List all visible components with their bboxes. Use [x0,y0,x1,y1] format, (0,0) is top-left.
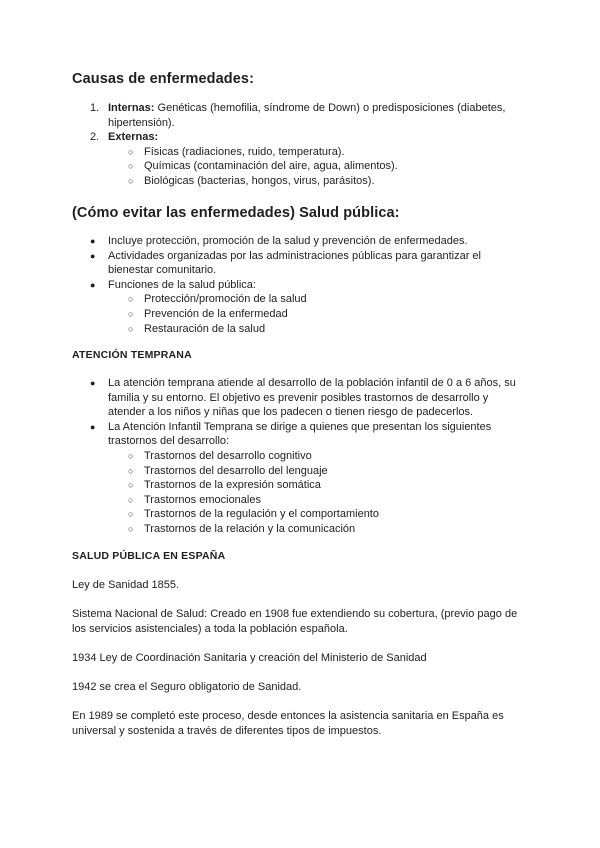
list-item: ○ Trastornos de la expresión somática [128,479,321,492]
circle-bullet-icon: ○ [128,175,134,186]
circle-bullet-icon: ○ [128,450,134,461]
circle-bullet-icon: ○ [128,323,134,334]
heading-causas: Causas de enfermedades: [72,71,255,87]
item-text: Genéticas (hemofilia, síndrome de Down) o predisposiciones (diabetes, hipertensión). [108,102,506,129]
bullet-icon: ● [90,378,96,388]
sublist-trastornos [128,449,520,537]
circle-bullet-icon: ○ [128,146,134,157]
bullet-icon: ● [90,236,96,246]
paragraph-1989: En 1989 se completó este proceso, desde entonces la asistencia sanitaria en España es universal y sostenida a través de diferentes tipos de impuestos. [72,710,504,737]
circle-bullet-icon: ○ [128,294,134,305]
list-causas [90,101,520,189]
circle-bullet-icon: ○ [128,523,134,534]
list-item: ● La Atención Infantil Temprana se dirige a quienes que presentan los siguientes trastornos del desarrollo: ○ Trastornos del desarrollo cognitivo ○ Trastornos del desarrollo del lenguaje ○ Trastornos de la expresión somática ○ Trastornos emocionales ○ Trastornos de la regulación y el comportamiento ○ Trastornos de la relación y la comunicación [90,420,520,537]
paragraph-1934: 1934 Ley de Coordinación Sanitaria y creación del Ministerio de Sanidad [72,652,427,664]
item-label: Externas: [108,131,159,144]
bullet-icon: ● [90,250,96,261]
list-item: ○ Trastornos de la regulación y el comportamiento [128,508,379,521]
list-number: 2. [90,131,100,144]
sublist-externas [128,145,520,189]
list-atencion [90,376,520,537]
sublist-funciones [128,292,520,336]
paragraph-1942: 1942 se crea el Seguro obligatorio de Sanidad. [72,681,302,693]
list-number: 1. [90,102,100,114]
list-item: ○ Físicas (radiaciones, ruido, temperatura). [128,145,345,158]
paragraph-ley-sanidad: Ley de Sanidad 1855. [72,579,180,591]
bullet-icon: ● [90,279,96,290]
circle-bullet-icon: ○ [128,308,134,319]
circle-bullet-icon: ○ [128,161,134,172]
list-item: ● Funciones de la salud pública: ○ Protección/promoción de la salud ○ Prevención de la enfermedad ○ Restauración de la salud [90,278,520,336]
list-item: ○ Trastornos del desarrollo cognitivo [128,449,312,462]
list-salud-publica [90,234,520,336]
list-item: ○ Trastornos emocionales [128,493,261,506]
list-item: ○ Químicas (contaminación del aire, agua, alimentos). [128,160,398,173]
list-item: ○ Protección/promoción de la salud [128,293,307,306]
item-label: Internas: [108,102,155,114]
heading-atencion-temprana: ATENCIÓN TEMPRANA [72,349,192,361]
heading-salud-publica-espana: SALUD PÚBLICA EN ESPAÑA [72,550,226,562]
list-item: ○ Prevención de la enfermedad [128,307,288,320]
list-item: ○ Trastornos del desarrollo del lenguaje [128,464,328,477]
list-item: ○ Restauración de la salud [128,322,266,335]
circle-bullet-icon: ○ [128,480,134,491]
list-item: ● Incluye protección, promoción de la salud y prevención de enfermedades. [90,235,468,247]
list-item: ○ Biológicas (bacterias, hongos, virus, parásitos). [128,174,375,187]
bullet-icon: ● [90,421,96,432]
circle-bullet-icon: ○ [128,465,134,476]
paragraph-sistema-nacional: Sistema Nacional de Salud: Creado en 1908 fue extendiendo su cobertura, (previo pago de los servicios asistenciales) a toda la población española. [72,608,518,635]
list-item-internas [90,101,520,130]
circle-bullet-icon: ○ [128,509,134,520]
circle-bullet-icon: ○ [128,494,134,505]
list-item: ○ Trastornos de la relación y la comunicación [128,522,356,535]
list-item: ● La atención temprana atiende al desarrollo de la población infantil de 0 a 6 años, su familia y su entorno. El objetivo es prevenir posibles trastornos de desarrollo y atender a los niños y niñas que los padecen o tienen riesgo de padecerlos. [90,377,516,419]
list-item-externas [90,130,520,188]
list-item: ● Actividades organizadas por las administraciones públicas para garantizar el bienestar comunitario. [90,249,481,277]
heading-salud-publica: (Cómo evitar las enfermedades) Salud pública: [72,205,400,221]
